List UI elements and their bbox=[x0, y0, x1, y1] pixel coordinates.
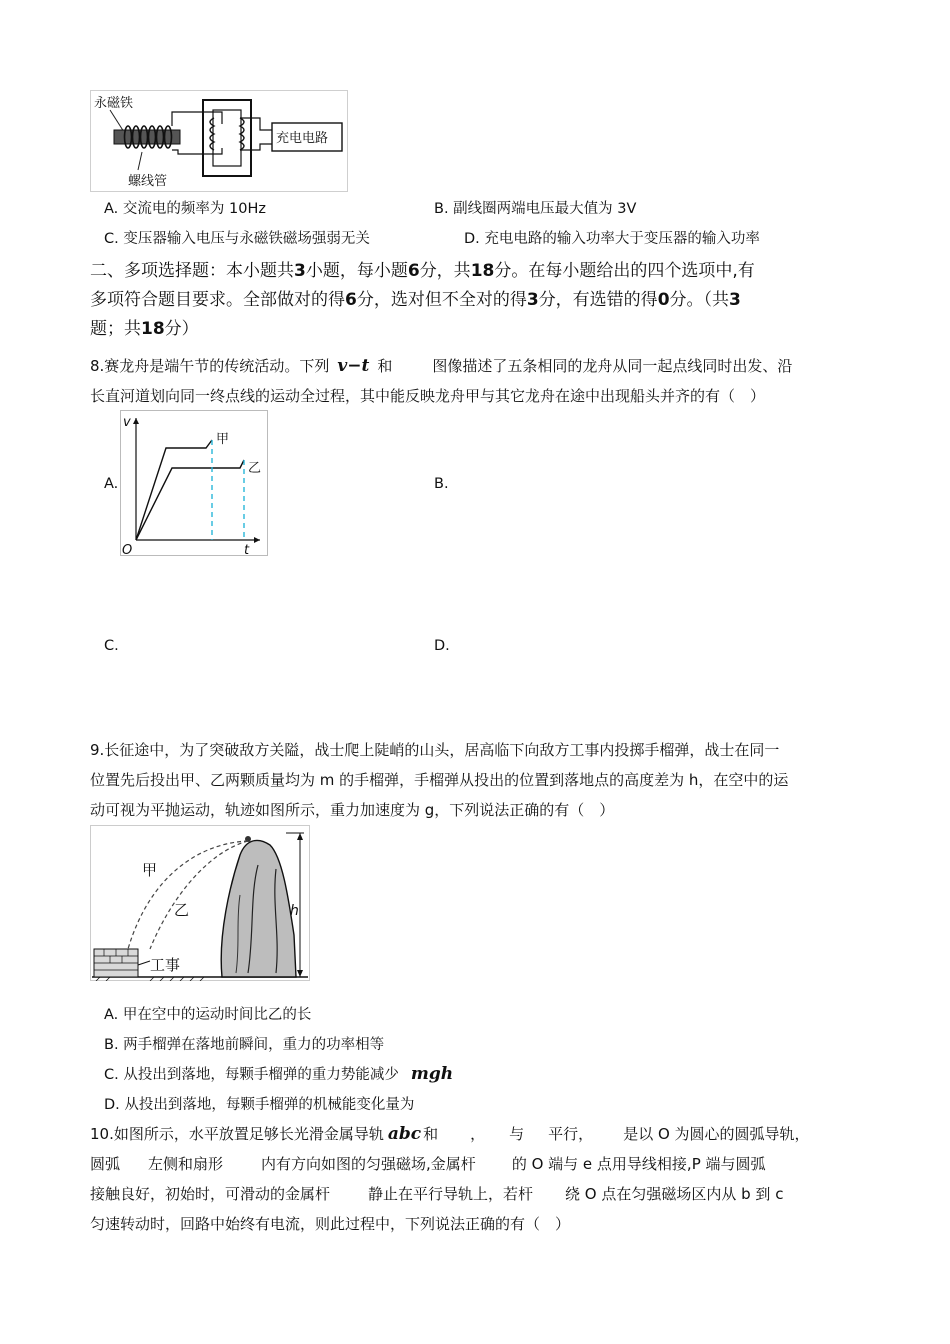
q10-line1: 10.如图所示，水平放置足够长光滑金属导轨 abc 和 ， 与 平行， 是以 O 为圆心的圆弧导轨， bbox=[90, 1124, 810, 1144]
q9-line3: 动可视为平抛运动，轨迹如图所示，重力加速度为 g，下列说法正确的有（ ） bbox=[90, 801, 615, 819]
q10-line2: 圆弧 左侧和扇形 内有方向如图的匀强磁场,金属杆 的 O 端与 e 点用导线相接,P 端与圆弧 bbox=[90, 1155, 766, 1173]
label-gongshi: 工事 bbox=[150, 956, 181, 974]
q7-option-a: A. 交流电的频率为 10Hz bbox=[104, 201, 266, 217]
q9-option-c: C. 从投出到落地，每颗手榴弹的重力势能减少 mgh bbox=[104, 1064, 454, 1084]
q8-option-b: B. bbox=[434, 476, 449, 492]
q7-option-b: B. 副线圈两端电压最大值为 3V bbox=[434, 201, 637, 217]
axis-t-label: t bbox=[244, 543, 250, 556]
q9-line1: 9.长征途中，为了突破敌方关隘，战士爬上陡峭的山头，居高临下向敌方工事内投掷手榴弹，战士在同一 bbox=[90, 741, 780, 759]
q9-option-a: A. 甲在空中的运动时间比乙的长 bbox=[104, 1007, 312, 1023]
label-yi: 乙 bbox=[174, 901, 190, 919]
q7-option-c: C. 变压器输入电压与永磁铁磁场强弱无关 bbox=[104, 231, 370, 247]
fig-transformer-diagram bbox=[90, 90, 348, 192]
section2-line3: 题；共18分） bbox=[90, 319, 199, 339]
label-jia: 甲 bbox=[216, 432, 230, 447]
section2-line2: 多项符合题目要求。全部做对的得6分，选对但不全对的得3分，有选错的得0分。（共3 bbox=[90, 290, 741, 310]
q7-option-d: D. 充电电路的输入功率大于变压器的输入功率 bbox=[464, 231, 760, 247]
q8-option-d: D. bbox=[434, 638, 450, 654]
q9-line2: 位置先后投出甲、乙两颗质量均为 m 的手榴弹，手榴弹从投出的位置到落地点的高度差为 h，在空中的运 bbox=[90, 771, 789, 789]
label-solenoid: 螺线管 bbox=[128, 174, 168, 189]
q9-option-d: D. 从投出到落地，每颗手榴弹的机械能变化量为 bbox=[104, 1097, 415, 1113]
bunker bbox=[94, 949, 138, 977]
q8-option-a: A. bbox=[104, 476, 119, 492]
q8-line2: 长直河道划向同一终点线的运动全过程，其中能反映龙舟甲与其它龙舟在途中出现船头并齐的有（ ） bbox=[90, 387, 766, 405]
q8-graph-a bbox=[120, 410, 268, 556]
label-magnet: 永磁铁 bbox=[94, 96, 134, 111]
q10-line3: 接触良好，初始时，可滑动的金属杆 静止在平行导轨上，若杆 绕 O 点在匀强磁场区内从 b 到 c bbox=[90, 1185, 784, 1203]
label-yi: 乙 bbox=[248, 461, 262, 476]
q10-line4: 匀速转动时，回路中始终有电流，则此过程中，下列说法正确的有（ ） bbox=[90, 1215, 571, 1233]
q10-formula-abc: abc bbox=[387, 1124, 422, 1144]
label-charging-circuit: 充电电路 bbox=[276, 131, 329, 146]
q8-option-c: C. bbox=[104, 638, 119, 654]
section2-line1: 二、多项选择题：本小题共3小题，每小题6分，共18分。在每小题给出的四个选项中,有 bbox=[90, 261, 755, 281]
q9-figure bbox=[90, 825, 310, 981]
label-h: h bbox=[290, 903, 299, 919]
label-jia: 甲 bbox=[142, 861, 158, 879]
axis-v-label: v bbox=[123, 415, 131, 430]
q8-formula-vt: v−t bbox=[337, 356, 370, 376]
q9-formula-mgh: mgh bbox=[410, 1064, 454, 1084]
q8-line1: 8.赛龙舟是端午节的传统活动。下列 v−t 和 图像描述了五条相同的龙舟从同一起点线同时出发、沿 bbox=[90, 356, 793, 376]
origin-label: O bbox=[122, 543, 133, 556]
q9-option-b: B. 两手榴弹在落地前瞬间，重力的功率相等 bbox=[104, 1037, 385, 1053]
